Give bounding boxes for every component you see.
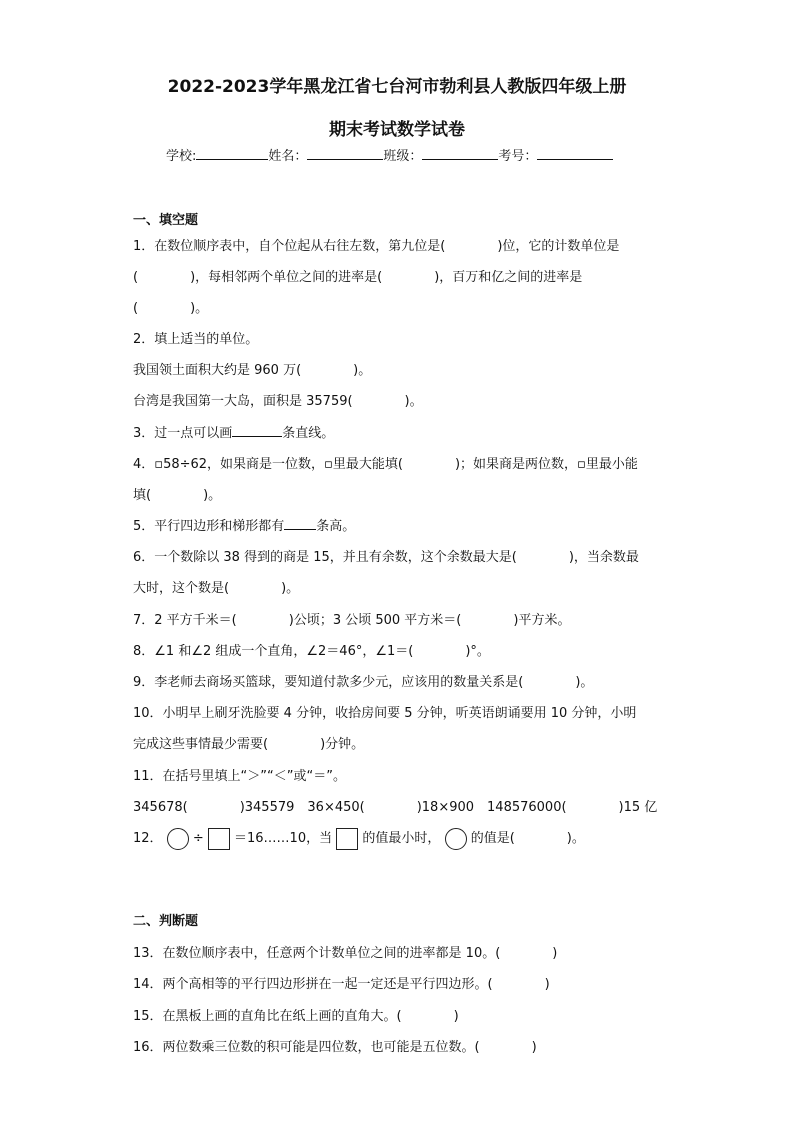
school-blank[interactable] [196, 147, 268, 160]
name-blank[interactable] [307, 147, 383, 160]
q3-line [133, 422, 334, 441]
q7-line: 7．2 平方千米＝( )公顷；3 公顷 500 平方米＝( )平方米。 [133, 613, 571, 628]
q8-line: 8．∠1 和∠2 组成一个直角，∠2＝46°，∠1＝( )°。 [133, 644, 490, 659]
q5-post: 条高。 [316, 519, 356, 534]
q6-line-b: 大时，这个数是( )。 [133, 581, 300, 596]
q11-line-b: 345678( )345579 36×450( )18×900 148576000( )15 亿 [133, 800, 658, 815]
q3-post: 条直线。 [282, 426, 335, 441]
circle-symbol-icon [445, 828, 467, 850]
q16-line: 16．两位数乘三位数的积可能是四位数，也可能是五位数。( ) [133, 1040, 537, 1055]
q3-pre: 3．过一点可以画 [133, 426, 233, 441]
q12-number: 12． [133, 831, 163, 846]
q3-blank[interactable] [232, 424, 282, 437]
circle-symbol-icon [167, 828, 189, 850]
q4-line-b: 填( )。 [133, 488, 222, 503]
number-blank[interactable] [537, 147, 613, 160]
q10-line-a: 10．小明早上刷牙洗脸要 4 分钟，收拾房间要 5 分钟，听英语朗诵要用 10 分钟，小明 [133, 706, 637, 721]
q14-line: 14．两个高相等的平行四边形拼在一起一定还是平行四边形。( ) [133, 977, 550, 992]
q2-line-a: 2．填上适当的单位。 [133, 332, 259, 347]
q5-pre: 5．平行四边形和梯形都有 [133, 519, 285, 534]
q2-line-b: 我国领土面积大约是 960 万( )。 [133, 363, 372, 378]
exam-title-line1: 2022-2023学年黑龙江省七台河市勃利县人教版四年级上册 [167, 77, 627, 97]
q1-line-c: ( )。 [133, 301, 209, 316]
square-symbol-icon [208, 828, 230, 850]
q5-blank[interactable] [284, 517, 316, 530]
q15-line: 15．在黑板上画的直角比在纸上画的直角大。( ) [133, 1009, 459, 1024]
number-label: 考号： [498, 149, 538, 164]
q1-line-b: ( )，每相邻两个单位之间的进率是( )，百万和亿之间的进率是 [133, 270, 583, 285]
q10-line-b: 完成这些事情最少需要( )分钟。 [133, 737, 365, 752]
school-label: 学校: [166, 149, 197, 164]
q1-line-a: 1．在数位顺序表中，自个位起从右往左数，第九位是( )位，它的计数单位是 [133, 239, 620, 254]
q12-divide: ÷ [192, 831, 204, 846]
student-info-row [166, 145, 613, 164]
q12-end: 的值是( )。 [470, 831, 585, 846]
class-label: 班级： [383, 149, 423, 164]
section-judgement-heading: 二、判断题 [133, 914, 199, 929]
q12-line [133, 826, 585, 852]
name-label: 姓名： [268, 149, 308, 164]
q2-line-c: 台湾是我国第一大岛，面积是 35759( )。 [133, 394, 423, 409]
class-blank[interactable] [422, 147, 498, 160]
section-fill-in-heading: 一、填空题 [133, 213, 199, 228]
square-symbol-icon [336, 828, 358, 850]
q4-line-a: 4．▫58÷62，如果商是一位数，▫里最大能填( )；如果商是两位数，▫里最小能 [133, 457, 638, 472]
q12-equals: ＝16……10，当 [234, 831, 333, 846]
q5-line [133, 515, 355, 534]
q12-mid: 的值最小时， [362, 831, 441, 846]
exam-title-line2: 期末考试数学试卷 [329, 120, 465, 140]
q11-line-a: 11．在括号里填上“＞”“＜”或“＝”。 [133, 769, 346, 784]
q9-line: 9．李老师去商场买篮球，要知道付款多少元，应该用的数量关系是( )。 [133, 675, 594, 690]
q6-line-a: 6．一个数除以 38 得到的商是 15，并且有余数，这个余数最大是( )，当余数最 [133, 550, 639, 565]
q13-line: 13．在数位顺序表中，任意两个计数单位之间的进率都是 10。( ) [133, 946, 558, 961]
